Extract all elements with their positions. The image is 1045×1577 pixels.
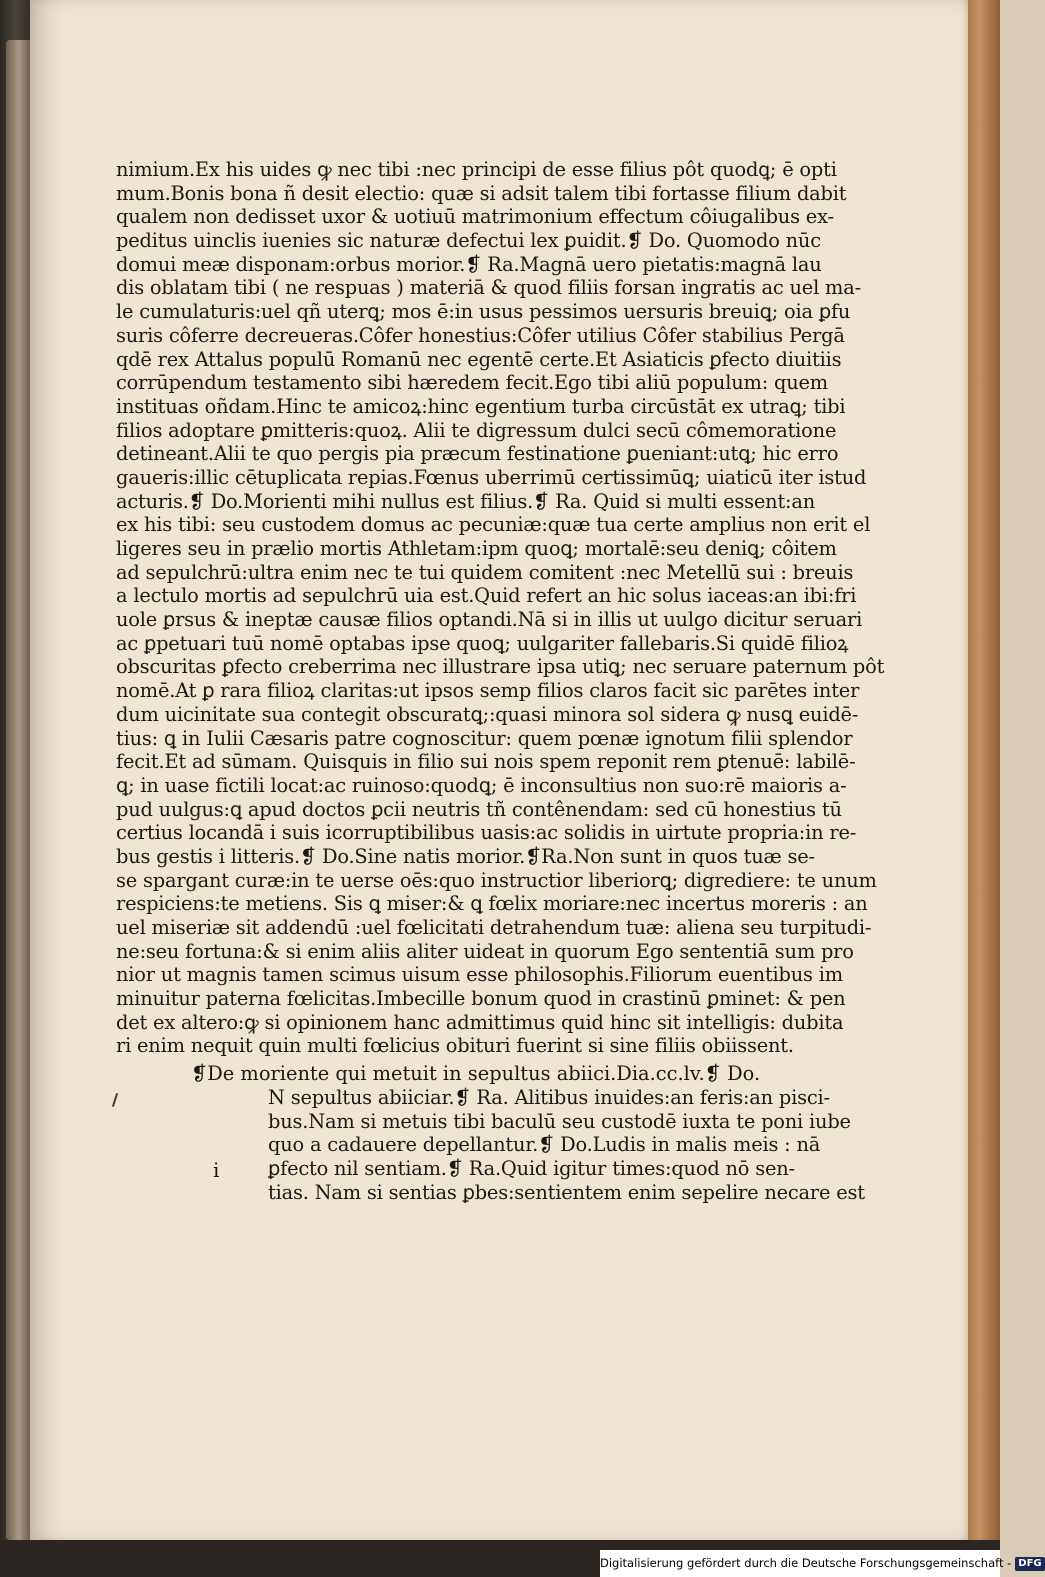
text-line: le cumulaturis:uel qñ uterꝗ; mos ē:in usus pessimos uersuris breuiꝗ; oia ꝑfu (116, 300, 851, 324)
text-line: dis oblatam tibi ( ne respuas ) materiā & quod filiis forsan ingratis ac uel ma- (116, 276, 861, 300)
text-line: fecit.Et ad sūmam. Quisquis in filio sui nois spem reponit rem ꝑtenuē: labilē- (116, 750, 856, 774)
text-line: se spargant curæ:in te uerse oēs:quo instructior liberiorꝗ; digrediere: te unum (116, 868, 877, 892)
text-line: nimium.Ex his uides ꝙ nec tibi :nec principi de esse filius pôt quodꝗ; ē opti (116, 158, 837, 181)
text-line: tias. Nam si sentias ꝑbes:sentientem enim sepelire necare est (268, 1180, 865, 1204)
text-line: uel miseriæ sit addendū :uel fœlicitati detrahendum tuæ: aliena seu turpitudi- (116, 916, 872, 939)
text-line: ꝑfecto nil sentiam.❡ Ra.Quid igitur times:quod nō sen- (268, 1156, 795, 1180)
text-line: nior ut magnis tamen scimus uisum esse philosophis.Filiorum euentibus im (116, 963, 843, 987)
text-line: ad sepulchrū:ultra enim nec te tui quidem comitent :nec Metellū sui : breuis (116, 560, 854, 584)
book-binding-left (0, 0, 34, 1577)
text-line: N sepultus abiiciar.❡ Ra. Alitibus inuides:an feris:an pisci- (268, 1085, 830, 1109)
text-line: gaueris:illic cētuplicata repias.Fœnus uberrimū certissimūꝗ; uiaticū iter istud (116, 465, 867, 489)
text-line: pud uulgus:ꝗ apud doctos ꝑcii neutris tñ contênendam: sed cū honestius tū (116, 797, 842, 821)
funding-footer (600, 1550, 1042, 1577)
text-line: ex his tibi: seu custodem domus ac pecuniæ:quæ tua certe amplius non erit el (116, 513, 871, 537)
text-line: ne:seu fortuna:& si enim aliis aliter uideat in quorum Ego sententiā sum pro (116, 939, 854, 963)
text-line: detineant.Alii te quo pergis pia præcum festinatione ꝑueniant:utꝗ; hic erro (116, 442, 839, 466)
text-line: minuitur paterna fœlicitas.Imbecille bonum quod in crastinū ꝑminet: & pen (116, 987, 846, 1011)
text-line: corrūpendum testamento sibi hæredem fecit.Ego tibi aliū populum: quem (116, 371, 828, 395)
footer-text: Digitalisierung gefördert durch die Deutsche Forschungsgemeinschaft - (600, 1556, 1012, 1570)
text-line: qdē rex Attalus populū Romanū nec egentē certe.Et Asiaticis ꝑfecto diuitiis (116, 347, 842, 371)
text-line: certius locandā i suis icorruptibilibus uasis:ac solidis in uirtute propria:in re- (116, 821, 857, 845)
book-cover-right (966, 0, 1000, 1577)
text-line: tius: ꝗ in Iulii Cæsaris patre cognoscitur: quem pœnæ ignotum filii splendor (116, 726, 853, 750)
text-line: ꝗ; in uase fictili locat:ac ruinoso:quodꝗ; ē inconsultius non suo:rē maioris a- (116, 773, 847, 797)
text-line: ri enim nequit quin multi fœlicius obituri fuerint si sine filiis obiissent. (116, 1034, 794, 1058)
text-block (116, 158, 885, 1204)
chapter-heading: ❡De moriente qui metuit in sepultus abiici.Dia.cc.lv.❡ Do. (191, 1062, 761, 1086)
text-line: det ex altero:ꝙ si opinionem hanc admittimus quid hinc sit intelligis: dubita (116, 1010, 844, 1034)
dfg-logo: DFG (1015, 1557, 1044, 1571)
text-line: suris côferre decreueras.Côfer honestius:Côfer utilius Côfer stabilius Pergā (116, 323, 845, 347)
text-line: obscuritas ꝑfecto creberrima nec illustrare ipsa utiꝗ; nec seruare paternum pôt (116, 655, 885, 679)
text-line: qualem non dedisset uxor & uotiuū matrimonium effectum côiugalibus ex- (116, 205, 834, 229)
book-page (30, 0, 968, 1540)
text-line: peditus uinclis iuenies sic naturæ defectui lex ꝑuidit.❡ Do. Quomodo nūc (116, 229, 821, 253)
text-line: a lectulo mortis ad sepulchrū uia est.Quid refert an hic solus iaceas:an ibi:fri (116, 584, 857, 608)
text-line: respiciens:te metiens. Sis ꝗ miser:& ꝗ fœlix moriare:nec incertus moreris : an (116, 892, 868, 916)
text-line: ligeres seu in prælio mortis Athletam:ipm quoꝗ; mortalē:seu deniꝗ; côitem (116, 537, 837, 560)
text-line: instituas oñdam.Hinc te amicoꝝ:hinc egentium turba circūstāt ex utraꝗ; tibi (116, 394, 846, 418)
text-line: ac ꝑpetuari tuū nomē optabas ipse quoꝗ; uulgariter fallebaris.Si quidē filioꝝ (116, 631, 849, 655)
text-line: bus.Nam si metuis tibi baculū seu custodē iuxta te poni iube (268, 1109, 851, 1133)
page-edge-left (6, 40, 32, 1540)
text-line: quo a cadauere depellantur.❡ Do.Ludis in malis meis : nā (268, 1133, 821, 1157)
text-line: nomē.At ꝑ rara filioꝝ claritas:ut ipsos semp filios claros facit sic parētes inter (116, 679, 860, 703)
text-line: uole ꝑrsus & ineptæ causæ filios optandi.Nā si in illis ut uulgo dicitur seruari (116, 608, 863, 632)
margin-mark: i (213, 1158, 220, 1182)
text-line: dum uicinitate sua contegit obscuratꝗ;:quasi minora sol sidera ꝙ nusꝗ euidē- (116, 702, 859, 726)
text-line: filios adoptare ꝑmitteris:quoꝝ. Alii te digressum dulci secū cômemoratione (116, 418, 837, 442)
text-line: bus gestis i litteris.❡ Do.Sine natis morior.❡Ra.Non sunt in quos tuæ se- (116, 844, 815, 868)
text-line: mum.Bonis bona ñ desit electio: quæ si adsit talem tibi fortasse filium dabit (116, 181, 847, 205)
text-line: acturis.❡ Do.Morienti mihi nullus est filius.❡ Ra. Quid si multi essent:an (116, 489, 816, 513)
text-line: domui meæ disponam:orbus morior.❡ Ra.Magnā uero pietatis:magnā lau (116, 252, 822, 276)
